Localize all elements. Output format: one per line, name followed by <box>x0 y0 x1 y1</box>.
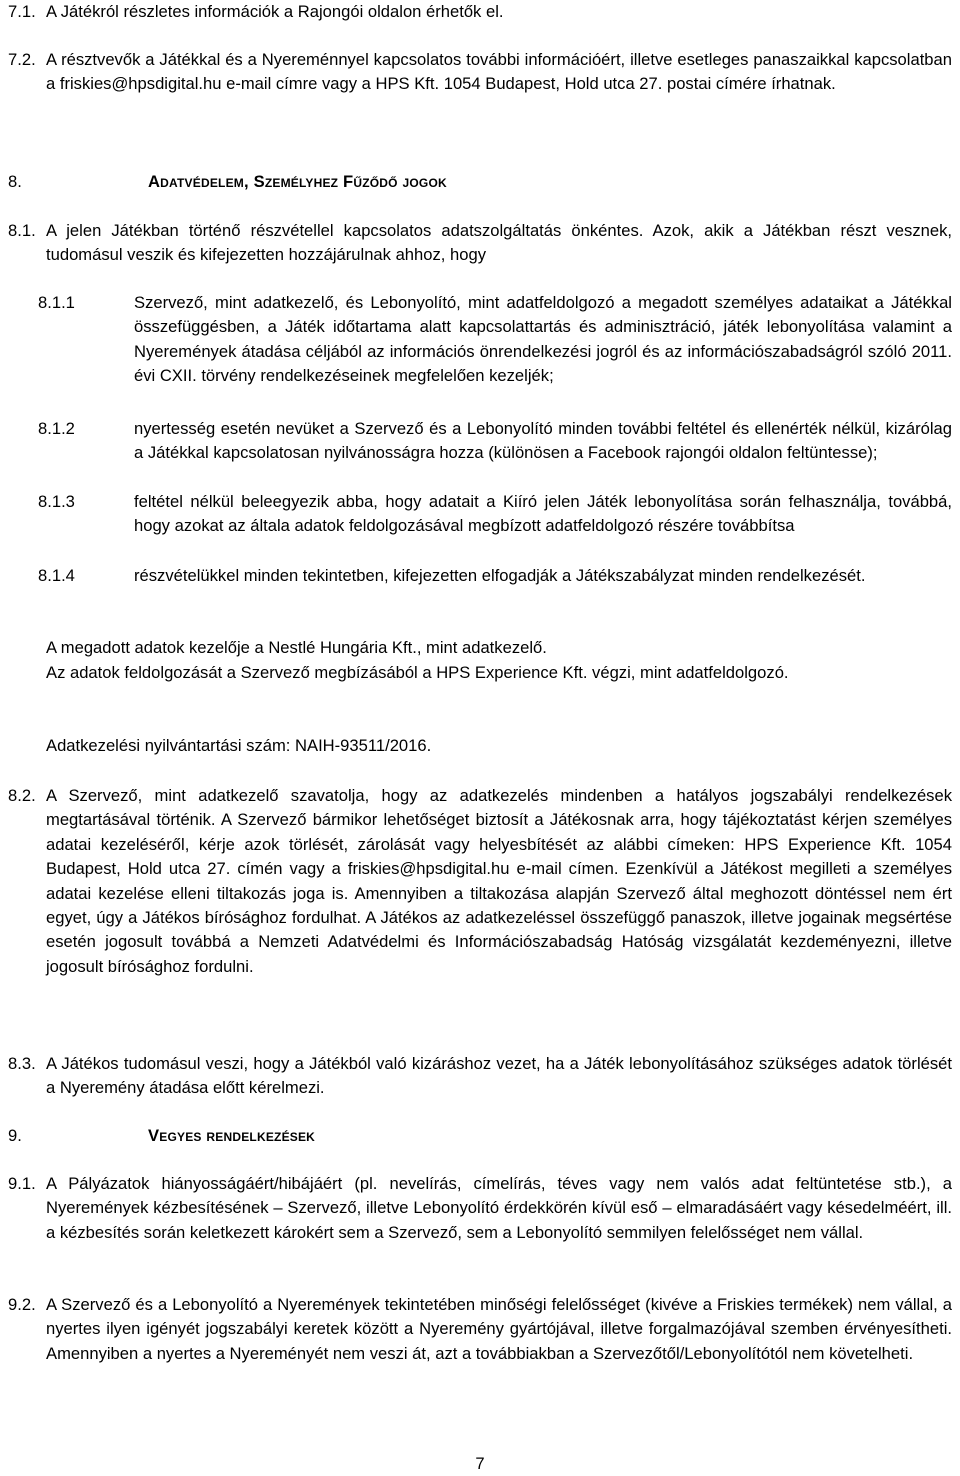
processor-text: Az adatok feldolgozását a Szervező megbízásából a HPS Experience Kft. végzi, mint adatfeldolgozó. <box>46 663 789 682</box>
section-text: A Pályázatok hiányosságáért/hibájáért (pl. nevelírás, címelírás, téves vagy nem valós adat feltüntetése stb.), a Nyeremények kézbesítésének – Szervező, illetve Lebonyolító érdekkörén kívül eső – elmaradásáért vagy késedelméért, ill. a kézbesítés során keletkezett károkért sem a Szervező, sem a Lebonyolító semmilyen felelősséget nem vállal. <box>46 1174 952 1242</box>
processor-statement <box>46 661 866 685</box>
section-text: A Játékos tudomásul veszi, hogy a Játékból való kizáráshoz vezet, ha a Játék lebonyolításához szükséges adatok törlését a Nyeremény átadása előtt kérelmezi. <box>46 1054 952 1098</box>
registry-text: Adatkezelési nyilvántartási szám: NAIH-93511/2016. <box>46 736 432 755</box>
page-number: 7 <box>475 1454 485 1473</box>
item-text: részvételükkel minden tekintetben, kifejezetten elfogadják a Játékszabályzat minden rendelkezését. <box>134 566 866 585</box>
item-number: 8.1.3 <box>38 492 75 511</box>
section-number: 8.2. <box>8 786 36 805</box>
controller-text: A megadott adatok kezelője a Nestlé Hungária Kft., mint adatkezelő. <box>46 638 547 657</box>
item-number: 8.1.4 <box>38 566 75 585</box>
item-number: 8.1.1 <box>38 293 75 312</box>
registry-statement <box>46 734 952 758</box>
section-9-heading <box>8 1124 952 1150</box>
section-number: 8.3. <box>8 1054 36 1073</box>
section-text: A jelen Játékban történő részvétellel kapcsolatos adatszolgáltatás önkéntes. Azok, akik a Játékban részt vesznek, tudomásul veszik és kifejezetten hozzájárulnak ahhoz, hogy <box>46 221 952 265</box>
item-text: Szervező, mint adatkezelő, és Lebonyolító, mint adatfeldolgozó a megadott személyes adataikat a Játékkal összefüggésben, a Játék időtartama alatt kapcsolattartás és adminisztráció, játék lebonyolítása valamint a Nyeremények átadása céljából az információs önrendelkezési jogról és az információszabadságról szóló 2011. évi CXII. törvény rendelkezéseinek megfelelően kezeljék; <box>134 293 952 386</box>
section-number: 7.1. <box>8 2 36 21</box>
section-text: A Szervező és a Lebonyolító a Nyeremények tekintetében minőségi felelősséget (kivéve a Friskies termékek) nem vállal, a nyertes ilyen igényét jogszabályi keretek között a Nyeremény gyártójával, illetve forgalmazójával szemben érvényesítheti. Amennyiben a nyertes a Nyereményét nem veszi át, azt a továbbiakban a Szervezőtől/Lebonyolítótól nem követelheti. <box>46 1295 952 1363</box>
section-number: 9.1. <box>8 1174 36 1193</box>
item-number: 8.1.2 <box>38 419 75 438</box>
section-7-1 <box>8 0 952 26</box>
item-text: feltétel nélkül beleegyezik abba, hogy adatait a Kiíró jelen Játék lebonyolítása során felhasználja, továbbá, hogy azokat az általa adatok feldolgozásával megbízott adatfeldolgozó részére továbbítsa <box>134 492 952 536</box>
section-number: 9. <box>8 1126 22 1145</box>
section-number: 9.2. <box>8 1295 36 1314</box>
section-text: A résztvevők a Játékkal és a Nyereménnyel kapcsolatos további információért, illetve esetleges panaszaikkal kapcsolatban a friskies@hpsdigital.hu e-mail címre vagy a HPS Kft. 1054 Budapest, Hold utca 27. postai címére írhatnak. <box>46 50 952 94</box>
section-text: A Játékról részletes információk a Rajongói oldalon érhetők el. <box>46 2 504 21</box>
section-number: 8. <box>8 172 22 191</box>
section-heading: Adatvédelem, Személyhez Fűződő jogok <box>148 172 447 191</box>
item-text: nyertesség esetén nevüket a Szervező és a Lebonyolító minden további feltétel és ellenérték nélkül, kizárólag a Játékkal kapcsolatosan nyilvánosságra hozza (különösen a Facebook rajongói oldalon feltüntesse); <box>134 419 952 463</box>
section-8-heading <box>8 170 952 196</box>
section-number: 8.1. <box>8 221 36 240</box>
controller-statement <box>46 636 952 660</box>
section-number: 7.2. <box>8 50 36 69</box>
section-text: A Szervező, mint adatkezelő szavatolja, hogy az adatkezelés mindenben a hatályos jogszabályi rendelkezések megtartásával történik. A Szervező bármikor lehetőséget biztosít a Játékosnak arra, hogy tájékoztatást kérjen személyes adatai kezeléséről, kérje azok törlését, zárolását vagy helyesbítését az alábbi címeken: HPS Experience Kft. 1054 Budapest, Hold utca 27. címén vagy a friskies@hpsdigital.hu e-mail címen. Ezenkívül a Játékost megilleti a személyes adatai kezelése elleni tiltakozás joga is. Amennyiben a tiltakozása alapján Szervező által meghozott döntéssel nem ért egyet, úgy a Játékos bírósághoz fordulhat. A Játékos az adatkezeléssel összefüggő panaszok, illetve jogainak megsértése esetén jogosult továbbá a Nemzeti Adatvédelmi és Információszabadság Hatóság vizsgálatát kezdeményezni, illetve jogosult bírósághoz fordulni. <box>46 786 952 976</box>
section-heading: Vegyes rendelkezések <box>148 1126 316 1145</box>
